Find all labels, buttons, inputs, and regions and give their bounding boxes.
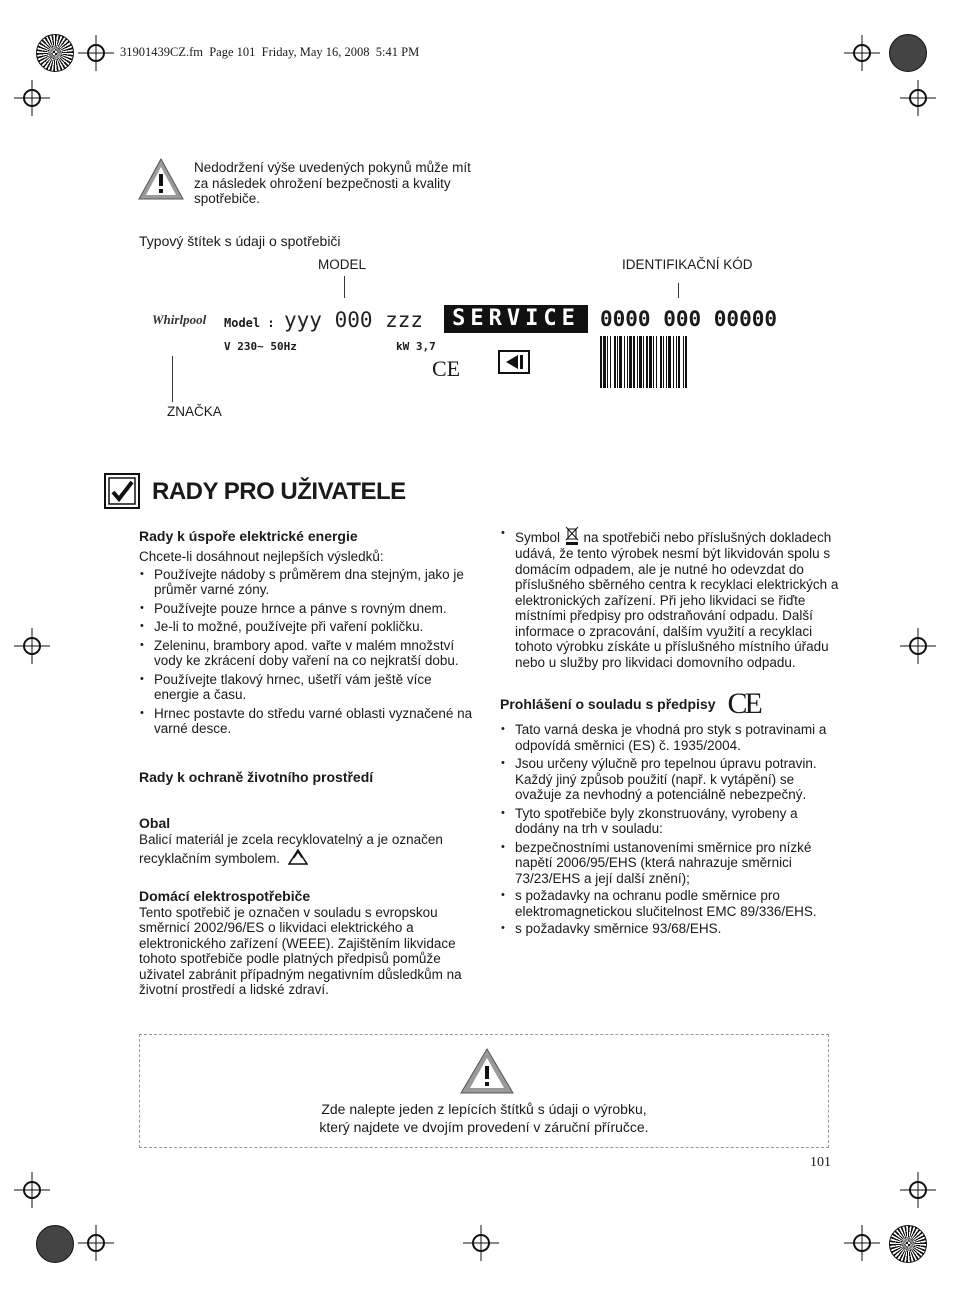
plate-model-value: yyy 000 zzz	[284, 308, 424, 332]
packaging-heading: Obal	[139, 814, 171, 831]
barcode-bar	[646, 336, 648, 388]
crosshair-icon	[844, 35, 880, 71]
list-item: • Tato varná deska je vhodná pro styk s potravinami a odpovídá směrnici (ES) č. 1935/2004.	[500, 722, 840, 753]
registration-wheel-top-left	[36, 34, 74, 72]
warning-triangle-icon	[138, 158, 184, 200]
packaging-text-body: Balicí materiál je zcela recyklovatelný a je označen recyklačním symbolem.	[139, 831, 443, 866]
plate-ce-mark: CE	[432, 356, 461, 381]
crosshair-icon	[900, 80, 936, 116]
ce-mark-icon: CE	[727, 687, 760, 720]
crosshair-icon	[14, 80, 50, 116]
sticker-line-2: který najdete ve dvojím provedení v záruční příručce.	[319, 1119, 649, 1135]
rating-plate-image	[148, 298, 780, 390]
crosshair-icon	[844, 1225, 880, 1261]
list-item: • Je-li to možné, používejte při vaření pokličku.	[139, 619, 479, 635]
left-column	[139, 528, 479, 998]
list-item: • s požadavky na ochranu podle směrnice pro elektromagnetickou slučitelnost EMC 89/336/EHS.	[500, 888, 840, 919]
crosshair-icon	[14, 628, 50, 664]
barcode-bar	[653, 336, 654, 388]
barcode-bar	[600, 336, 602, 388]
crosshair-icon	[14, 1172, 50, 1208]
plate-voltage: V 230~ 50Hz	[224, 340, 297, 353]
barcode-bar	[614, 336, 616, 388]
file-header-line: 31901439CZ.fm Page 101 Friday, May 16, 2008 5:41 PM	[120, 45, 420, 59]
barcode-bar	[676, 336, 677, 388]
barcode-bar	[627, 336, 628, 388]
conformity-list	[500, 722, 840, 837]
barcode-bar	[656, 336, 657, 388]
list-item: • s požadavky směrnice 93/68/EHS.	[500, 921, 840, 937]
registration-disc-bottom-left	[36, 1225, 74, 1263]
barcode-bar	[663, 336, 664, 388]
barcode-bar	[668, 336, 671, 388]
brand-label: ZNAČKA	[167, 404, 222, 419]
crosshair-icon	[900, 1172, 936, 1208]
conformity-heading-row	[500, 687, 840, 720]
list-item: • Používejte pouze hrnce a pánve s rovným dnem.	[139, 601, 479, 617]
registration-wheel-bottom-right	[889, 1225, 927, 1263]
energy-heading: Rady k úspoře elektrické energie	[139, 528, 358, 544]
barcode-bar	[639, 336, 642, 388]
crosshair-icon	[900, 628, 936, 664]
barcode-bar	[603, 336, 606, 388]
weee-symbol-text: na spotřebiči nebo příslušných dokladech udává, že tento výrobek nesmí být likvidován spolu s domácím odpadem, ale je nutné ho odevzdat do příslušného sběrného centra k recyklaci elektrických a elektronických zařízení. Při jeho likvidaci se řiďte místními předpisy pro odstraňování odpadu. Další informace o zpracování, dalším využití a recyklaci tohoto výrobku získáte u příslušného místního úřadu nebo u služby pro likvidaci domovního odpadu.	[515, 530, 839, 670]
barcode-bar	[624, 336, 625, 388]
warning-top-text: Nedodržení výše uvedených pokynů může mít za následek ohrožení bezpečnosti a kvality spotřebiče.	[194, 160, 471, 206]
model-label: MODEL	[318, 257, 367, 272]
crosshair-icon	[78, 1225, 114, 1261]
barcode-bar	[637, 336, 638, 388]
barcode-bar	[666, 336, 667, 388]
barcode-bar	[678, 336, 680, 388]
barcode-bar	[683, 336, 684, 388]
packaging-text	[139, 831, 479, 868]
appliances-text: Tento spotřebič je označen v souladu s evropskou směrnicí 2002/96/ES o likvidaci elektrického a elektronického zařízení (WEEE). Zajištěním likvidace tohoto spotřebiče podle platných předpisů pomůže uživatel zabránit případným negativním důsledkům na životní prostředí a lidské zdraví.	[139, 904, 462, 997]
warning-triangle-icon	[460, 1048, 514, 1094]
list-item: • Používejte nádoby s průměrem dna stejným, jako je průměr varné zóny.	[139, 567, 479, 598]
plate-brand-logo: Whirlpool	[152, 312, 207, 327]
section-title: RADY PRO UŽIVATELE	[152, 478, 406, 505]
disposal-arrow-icon	[498, 350, 530, 374]
list-item: • Hrnec postavte do středu varné oblasti vyznačené na varné desce.	[139, 706, 479, 737]
barcode-bar	[660, 336, 662, 388]
barcode-bar	[649, 336, 652, 388]
barcode-bar	[673, 336, 674, 388]
barcode-bar	[617, 336, 618, 388]
id-code-label: IDENTIFIKAČNÍ KÓD	[622, 257, 753, 272]
plate-power: kW 3,7	[396, 340, 436, 353]
list-item	[500, 526, 840, 670]
barcode-bar	[619, 336, 622, 388]
list-item: • Používejte tlakový hrnec, ušetří vám ještě více energie a času.	[139, 672, 479, 703]
list-item: • Zeleninu, brambory apod. vařte v malém množství vody ke zkrácení doby vaření na co nejkratší dobu.	[139, 638, 479, 669]
crosshair-icon	[78, 35, 114, 71]
energy-intro: Chcete-li dosáhnout nejlepších výsledků:	[139, 549, 384, 564]
barcode-bar	[633, 336, 635, 388]
environment-heading: Rady k ochraně životního prostředí	[139, 768, 374, 785]
barcode-bar	[685, 336, 687, 388]
list-item: • bezpečnostními ustanoveními směrnice pro nízké napětí 2006/95/EHS (která nahrazuje směrnici 73/23/EHS a její další znění);	[500, 840, 840, 887]
registration-disc-top-right	[889, 34, 927, 72]
weee-symbol-label: Symbol	[515, 530, 561, 545]
barcode	[600, 336, 778, 388]
conformity-sub-list	[500, 840, 840, 937]
crossed-bin-icon	[564, 526, 580, 546]
plate-service-banner: SERVICE	[444, 305, 588, 333]
barcode-bar	[629, 336, 632, 388]
appliances-heading: Domácí elektrospotřebiče	[139, 887, 311, 904]
checkmark-box-icon	[104, 473, 140, 509]
right-column	[500, 526, 840, 939]
brand-pointer-line	[172, 356, 173, 402]
page-number: 101	[810, 1155, 831, 1170]
plate-model-prefix: Model :	[224, 316, 275, 330]
weee-list	[500, 526, 840, 670]
crosshair-icon	[463, 1225, 499, 1261]
energy-tips-list	[139, 567, 479, 737]
barcode-bar	[643, 336, 644, 388]
barcode-bar	[610, 336, 611, 388]
conformity-heading: Prohlášení o souladu s předpisy	[500, 696, 716, 712]
plate-service-code: 0000 000 00000	[600, 307, 778, 331]
list-item: • Tyto spotřebiče byly zkonstruovány, vyrobeny a dodány na trh v souladu:	[500, 806, 840, 837]
barcode-bar	[607, 336, 608, 388]
rating-plate-title: Typový štítek s údaji o spotřebiči	[139, 233, 341, 249]
list-item: • Jsou určeny výlučně pro tepelnou úpravu potravin. Každý jiný způsob použití (např. k vytápění) se ovažuje za nevhodný a potenciálně nebezpečný.	[500, 756, 840, 803]
recycling-icon	[288, 849, 308, 865]
sticker-line-1: Zde nalepte jeden z lepících štítků s údaji o výrobku,	[321, 1101, 647, 1117]
